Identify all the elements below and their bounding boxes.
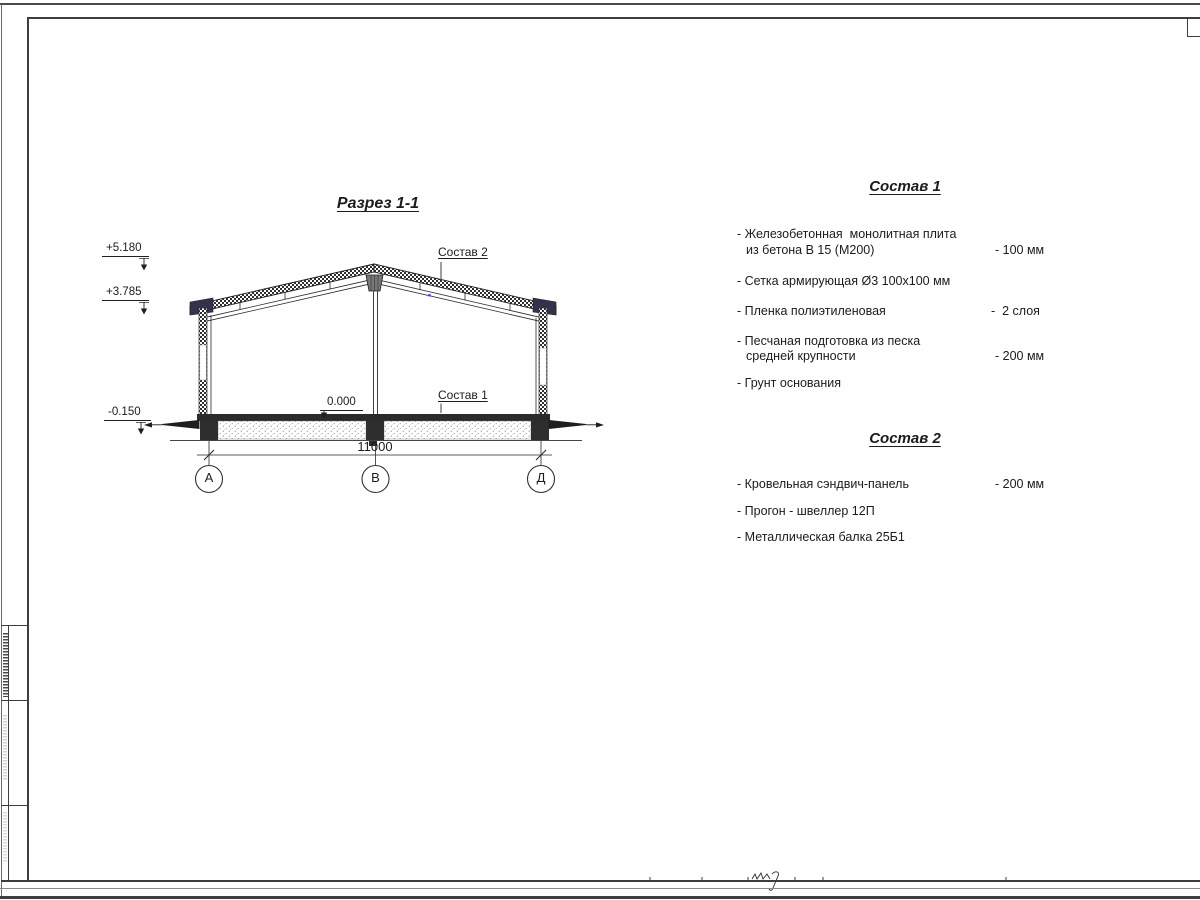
left-stamp-divider — [8, 625, 9, 881]
elevation-ground: -0.150 — [108, 406, 141, 418]
corner-box-bottom — [1187, 36, 1200, 37]
column-a — [199, 308, 211, 417]
ridge-gusset — [366, 275, 383, 291]
composition2-item-3-line1: - Металлическая балка 25Б1 — [737, 530, 905, 544]
floor-composition-label: Состав 1 — [438, 388, 488, 402]
composition1-item-2-line1: - Сетка армирующая Ø3 100х100 мм — [737, 274, 951, 288]
elevation-eave: +3.785 — [106, 286, 142, 298]
left-stamp-text-illegible — [3, 633, 8, 697]
roof-blue-mark — [428, 294, 431, 297]
composition2-item-1-value: - 200 мм — [995, 477, 1045, 491]
column-b — [374, 291, 378, 414]
page-top-edge — [0, 3, 1200, 5]
corner-box-left — [1187, 17, 1188, 37]
page-left-edge — [1, 4, 2, 898]
composition1-title: Состав 1 — [869, 178, 941, 195]
signature-scribble — [752, 873, 770, 879]
elevation-top: +5.180 — [106, 242, 142, 254]
left-stamp-text-faint2 — [3, 812, 7, 862]
section-title: Разрез 1-1 — [336, 195, 420, 212]
floor-slab — [197, 414, 550, 421]
composition2-title: Состав 2 — [869, 430, 941, 447]
frame-top — [27, 17, 1200, 19]
left-stamp-text-faint — [3, 715, 7, 780]
roof-composition-label: Состав 2 — [438, 245, 488, 259]
span-dimension: 11000 — [357, 439, 393, 454]
axis-label-b: В — [371, 470, 380, 485]
composition2-item-1-line1: - Кровельная сэндвич-панель — [737, 477, 909, 491]
composition1-item-1-value: - 100 мм — [995, 243, 1045, 257]
composition1-item-5-line1: - Грунт основания — [737, 376, 842, 390]
frame-left — [27, 17, 29, 881]
composition1-item-4-line2: средней крупности — [746, 349, 856, 363]
composition1-item-3-value: - 2 слоя — [991, 304, 1040, 318]
composition1-item-4-value: - 200 мм — [995, 349, 1045, 363]
page-bottom-edge — [0, 896, 1200, 899]
composition2-item-2-line1: - Прогон - швеллер 12П — [737, 504, 875, 518]
composition1-item-3-line1: - Пленка полиэтиленовая — [737, 304, 886, 318]
left-stamp-row3 — [1, 805, 27, 806]
axis-label-a: А — [204, 470, 214, 485]
floor-level-value: 0.000 — [327, 396, 356, 408]
axis-label-d: Д — [536, 470, 546, 485]
composition1-item-1-line1: - Железобетонная монолитная плита — [737, 227, 957, 241]
left-stamp-row2 — [1, 700, 27, 701]
composition1-item-1-line2: из бетона В 15 (М200) — [746, 243, 875, 257]
column-d — [536, 308, 547, 417]
frame-bottom — [1, 880, 1200, 882]
page-bottom-line — [0, 888, 1200, 889]
left-stamp-row1 — [1, 625, 27, 626]
composition1-item-4-line1: - Песчаная подготовка из песка — [737, 334, 921, 348]
